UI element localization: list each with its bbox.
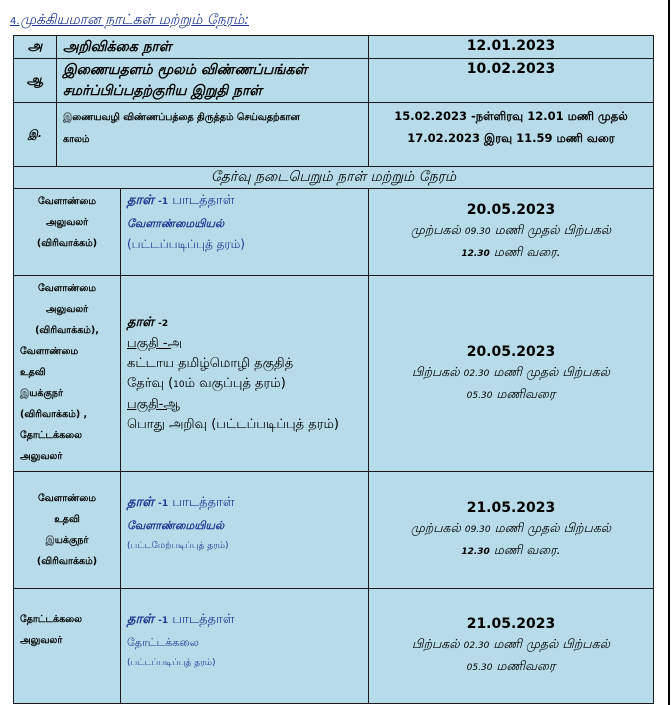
- table-row-notification: [14, 36, 654, 59]
- post-line: அலுவலர்: [20, 451, 63, 462]
- row-label: இ.: [14, 103, 57, 167]
- paper-details: [121, 472, 369, 589]
- row-description: [57, 59, 369, 103]
- exam-date: 20.05.2023: [466, 202, 556, 218]
- exam-date: 20.05.2023: [466, 343, 556, 360]
- row-date: 12.01.2023: [369, 36, 654, 59]
- post-line: இயக்குநர்: [20, 388, 63, 399]
- exam-time-line: முற்பகல் 09.30 மணி முதல் பிற்பகல்: [410, 520, 612, 535]
- paper-heading: தாள் -1 பாடத்தாள்: [127, 495, 235, 510]
- exam-time-line: 12.30 மணி வரை.: [461, 244, 561, 259]
- post-line: தோட்டக்கலை: [20, 430, 83, 441]
- post-names: [14, 276, 121, 472]
- post-line: வேளாண்மை: [37, 283, 97, 294]
- table-row-last-date: [14, 59, 654, 103]
- paper-details: [121, 276, 369, 472]
- schedule-table: [13, 35, 654, 704]
- exam-time-line: 05.30 மணிவரை: [466, 658, 556, 673]
- table-row-edit-window: [14, 103, 654, 167]
- paper-details: [121, 589, 369, 704]
- paper-heading: தாள் -1 பாடத்தாள்: [127, 612, 235, 627]
- paper-grade: (பட்டப்படிப்புத் தரம்): [127, 237, 245, 251]
- exam-time-line: பிற்பகல் 02.30 மணி முதல் பிற்பகல்: [412, 636, 610, 651]
- exam-row: [14, 472, 654, 589]
- description-line: சமர்ப்பிப்பதற்குரிய இறுதி நாள்: [63, 83, 262, 99]
- post-line: வேளாண்மை: [20, 346, 79, 357]
- part-b-heading: பகுதி-ஆ: [127, 396, 180, 412]
- section-heading: [10, 12, 249, 30]
- post-line: (விரிவாக்கம்) ,: [20, 409, 88, 420]
- exam-time-line: முற்பகல் 09.30 மணி முதல் பிற்பகல்: [410, 222, 612, 237]
- part-a-heading: பகுதி -அ: [127, 335, 183, 351]
- post-line: இயக்குநர்: [45, 535, 89, 546]
- description-line: இணையதளம் மூலம் விண்ணப்பங்கள்: [63, 62, 308, 78]
- exam-schedule: [369, 472, 654, 589]
- heading-title: முக்கியமான நாட்கள் மற்றும் நேரம்:: [20, 12, 249, 28]
- post-line: (விரிவாக்கம்): [36, 238, 98, 249]
- part-a-line: தேர்வு (10ம் வகுப்புத் தரம்): [127, 375, 286, 391]
- page-edge-rule: [668, 0, 670, 705]
- exam-row: [14, 589, 654, 704]
- post-line: (விரிவாக்கம்): [36, 556, 98, 567]
- row-label: ஆ: [14, 59, 57, 103]
- paper-details: [121, 189, 369, 276]
- exam-date: 21.05.2023: [466, 500, 556, 516]
- range-start: 15.02.2023 -நள்ளிரவு 12.01 மணி முதல்: [394, 109, 628, 123]
- exam-schedule: [369, 276, 654, 472]
- paper-subject: வேளாண்மையியல்: [127, 217, 225, 230]
- row-label: அ: [14, 36, 57, 59]
- description-line: இணையவழி விண்ணப்பத்தை திருத்தம் செய்வதற்கான: [63, 112, 300, 123]
- exam-time-line: 12.30 மணி வரை.: [461, 542, 561, 557]
- exam-schedule: [369, 189, 654, 276]
- description-line: காலம்: [63, 134, 90, 145]
- post-line: தோட்டக்கலை: [20, 614, 83, 625]
- exam-time-line: 05.30 மணிவரை: [466, 385, 556, 401]
- range-end: 17.02.2023 இரவு 11.59 மணி வரை: [407, 131, 615, 145]
- post-line: உதவி: [20, 367, 46, 378]
- exam-section-title: தேர்வு நடைபெறும் நாள் மற்றும் நேரம்: [14, 167, 654, 189]
- post-line: வேளாண்மை: [37, 493, 97, 504]
- exam-section-header: [14, 167, 654, 189]
- paper-grade: (பட்டமேற்படிப்புத் தரம்): [127, 541, 229, 551]
- post-line: (விரிவாக்கம்),: [35, 325, 99, 336]
- row-date: 10.02.2023: [369, 59, 654, 103]
- exam-row: [14, 276, 654, 472]
- post-line: வேளாண்மை: [37, 196, 97, 207]
- paper-heading: தாள் -1 பாடத்தாள்: [127, 193, 235, 208]
- post-names: [14, 189, 121, 276]
- row-description: [57, 103, 369, 167]
- exam-row: [14, 189, 654, 276]
- paper-subject: தோட்டக்கலை: [127, 636, 199, 649]
- exam-date: 21.05.2023: [466, 616, 556, 632]
- post-line: அலுவலர்: [20, 635, 63, 646]
- heading-number: 4.: [10, 16, 20, 27]
- post-line: உதவி: [54, 514, 80, 525]
- post-line: அலுவலர்: [45, 217, 89, 228]
- part-b-line: பொது அறிவு (பட்டப்படிப்புத் தரம்): [127, 416, 339, 432]
- row-description: அறிவிக்கை நாள்: [57, 36, 369, 59]
- exam-time-line: பிற்பகல் 02.30 மணி முதல் பிற்பகல்: [412, 363, 610, 379]
- post-names: [14, 472, 121, 589]
- paper-grade: (பட்டப்படிப்புத் தரம்): [127, 658, 216, 668]
- paper-subject: வேளாண்மையியல்: [127, 519, 225, 532]
- exam-schedule: [369, 589, 654, 704]
- row-date-range: [369, 103, 654, 167]
- paper-heading: தாள் -2: [127, 314, 169, 330]
- post-names: [14, 589, 121, 704]
- part-a-line: கட்டாய தமிழ்மொழி தகுதித்: [127, 355, 294, 371]
- post-line: அலுவலர்: [45, 304, 89, 315]
